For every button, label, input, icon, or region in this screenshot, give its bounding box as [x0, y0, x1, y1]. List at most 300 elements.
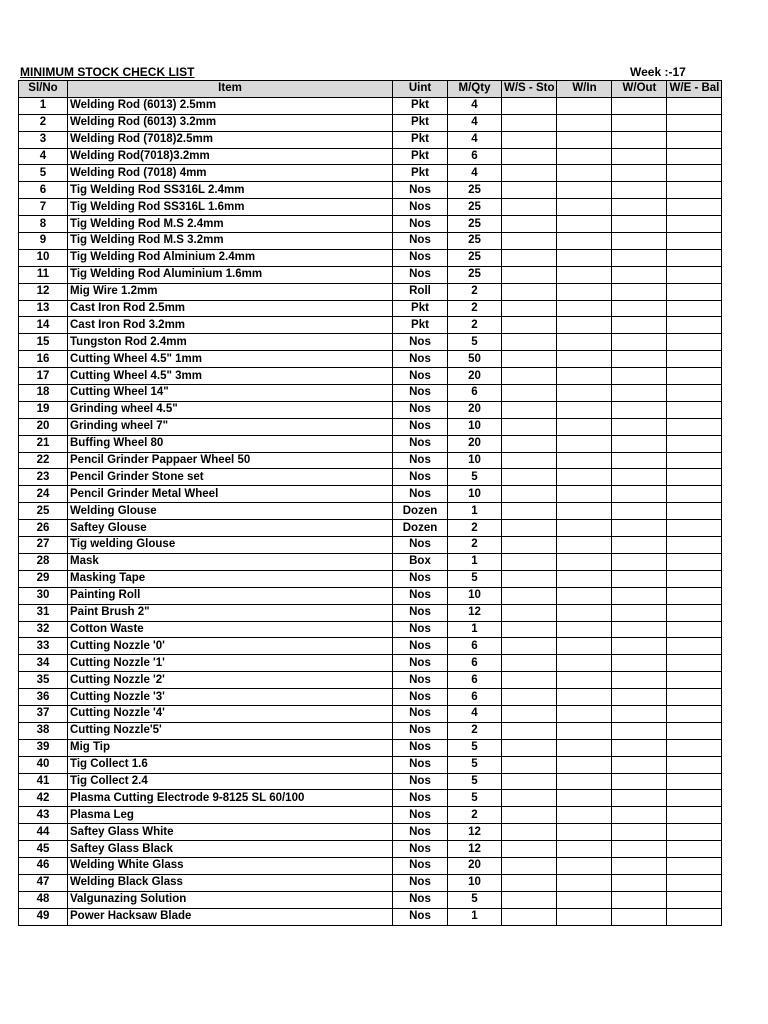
cell-min-qty[interactable]: 5 — [448, 469, 502, 486]
cell-sl-no[interactable]: 13 — [19, 300, 68, 317]
cell-unit[interactable]: Nos — [393, 824, 448, 841]
cell-sl-no[interactable]: 42 — [19, 790, 68, 807]
cell-ws-stock[interactable] — [502, 621, 557, 638]
column-header-ws-stock[interactable]: W/S - Sto — [502, 81, 557, 98]
cell-w-out[interactable] — [612, 756, 667, 773]
cell-unit[interactable]: Nos — [393, 807, 448, 824]
cell-w-in[interactable] — [557, 570, 612, 587]
cell-w-out[interactable] — [612, 520, 667, 537]
cell-w-in[interactable] — [557, 435, 612, 452]
cell-w-in[interactable] — [557, 621, 612, 638]
cell-item[interactable]: Cutting Nozzle'5' — [68, 722, 393, 739]
cell-item[interactable]: Grinding wheel 7" — [68, 418, 393, 435]
cell-item[interactable]: Welding Rod (7018) 4mm — [68, 165, 393, 182]
cell-item[interactable]: Plasma Leg — [68, 807, 393, 824]
cell-min-qty[interactable]: 10 — [448, 587, 502, 604]
cell-we-balance[interactable] — [667, 655, 722, 672]
cell-we-balance[interactable] — [667, 807, 722, 824]
cell-item[interactable]: Cutting Nozzle '3' — [68, 689, 393, 706]
cell-we-balance[interactable] — [667, 604, 722, 621]
cell-sl-no[interactable]: 12 — [19, 283, 68, 300]
cell-w-out[interactable] — [612, 638, 667, 655]
cell-unit[interactable]: Pkt — [393, 131, 448, 148]
cell-ws-stock[interactable] — [502, 874, 557, 891]
cell-item[interactable]: Tig welding Glouse — [68, 537, 393, 554]
cell-we-balance[interactable] — [667, 891, 722, 908]
cell-item[interactable]: Cast Iron Rod 3.2mm — [68, 317, 393, 334]
cell-unit[interactable]: Nos — [393, 486, 448, 503]
cell-we-balance[interactable] — [667, 351, 722, 368]
cell-item[interactable]: Saftey Glouse — [68, 520, 393, 537]
cell-w-out[interactable] — [612, 857, 667, 874]
cell-ws-stock[interactable] — [502, 553, 557, 570]
cell-sl-no[interactable]: 31 — [19, 604, 68, 621]
cell-we-balance[interactable] — [667, 503, 722, 520]
cell-ws-stock[interactable] — [502, 351, 557, 368]
cell-sl-no[interactable]: 10 — [19, 249, 68, 266]
cell-ws-stock[interactable] — [502, 368, 557, 385]
cell-min-qty[interactable]: 25 — [448, 249, 502, 266]
cell-we-balance[interactable] — [667, 857, 722, 874]
cell-item[interactable]: Cutting Nozzle '1' — [68, 655, 393, 672]
cell-w-in[interactable] — [557, 841, 612, 858]
cell-sl-no[interactable]: 11 — [19, 266, 68, 283]
cell-min-qty[interactable]: 12 — [448, 824, 502, 841]
cell-w-out[interactable] — [612, 131, 667, 148]
cell-w-out[interactable] — [612, 503, 667, 520]
cell-we-balance[interactable] — [667, 317, 722, 334]
cell-we-balance[interactable] — [667, 199, 722, 216]
cell-unit[interactable]: Pkt — [393, 97, 448, 114]
cell-w-in[interactable] — [557, 739, 612, 756]
cell-w-in[interactable] — [557, 351, 612, 368]
cell-w-out[interactable] — [612, 773, 667, 790]
cell-ws-stock[interactable] — [502, 283, 557, 300]
cell-w-out[interactable] — [612, 385, 667, 402]
cell-unit[interactable]: Pkt — [393, 300, 448, 317]
cell-w-out[interactable] — [612, 722, 667, 739]
cell-sl-no[interactable]: 24 — [19, 486, 68, 503]
cell-unit[interactable]: Dozen — [393, 503, 448, 520]
cell-we-balance[interactable] — [667, 722, 722, 739]
cell-sl-no[interactable]: 20 — [19, 418, 68, 435]
cell-item[interactable]: Grinding wheel 4.5" — [68, 401, 393, 418]
cell-w-out[interactable] — [612, 249, 667, 266]
cell-sl-no[interactable]: 27 — [19, 537, 68, 554]
cell-w-in[interactable] — [557, 553, 612, 570]
cell-sl-no[interactable]: 2 — [19, 114, 68, 131]
cell-ws-stock[interactable] — [502, 148, 557, 165]
cell-unit[interactable]: Nos — [393, 672, 448, 689]
cell-ws-stock[interactable] — [502, 418, 557, 435]
cell-sl-no[interactable]: 28 — [19, 553, 68, 570]
cell-min-qty[interactable]: 5 — [448, 891, 502, 908]
cell-sl-no[interactable]: 45 — [19, 841, 68, 858]
cell-w-in[interactable] — [557, 824, 612, 841]
cell-sl-no[interactable]: 5 — [19, 165, 68, 182]
cell-w-in[interactable] — [557, 385, 612, 402]
cell-sl-no[interactable]: 7 — [19, 199, 68, 216]
cell-sl-no[interactable]: 15 — [19, 334, 68, 351]
cell-min-qty[interactable]: 4 — [448, 131, 502, 148]
cell-ws-stock[interactable] — [502, 486, 557, 503]
cell-we-balance[interactable] — [667, 114, 722, 131]
cell-item[interactable]: Welding Black Glass — [68, 874, 393, 891]
cell-item[interactable]: Cutting Wheel 4.5" 3mm — [68, 368, 393, 385]
cell-ws-stock[interactable] — [502, 452, 557, 469]
cell-min-qty[interactable]: 4 — [448, 97, 502, 114]
cell-w-in[interactable] — [557, 97, 612, 114]
cell-sl-no[interactable]: 29 — [19, 570, 68, 587]
cell-min-qty[interactable]: 2 — [448, 317, 502, 334]
cell-sl-no[interactable]: 22 — [19, 452, 68, 469]
cell-item[interactable]: Buffing Wheel 80 — [68, 435, 393, 452]
cell-min-qty[interactable]: 20 — [448, 435, 502, 452]
cell-we-balance[interactable] — [667, 266, 722, 283]
cell-unit[interactable]: Nos — [393, 705, 448, 722]
cell-w-in[interactable] — [557, 368, 612, 385]
cell-item[interactable]: Welding Rod (6013) 2.5mm — [68, 97, 393, 114]
cell-unit[interactable]: Nos — [393, 722, 448, 739]
cell-w-in[interactable] — [557, 689, 612, 706]
cell-sl-no[interactable]: 46 — [19, 857, 68, 874]
cell-min-qty[interactable]: 2 — [448, 807, 502, 824]
cell-we-balance[interactable] — [667, 537, 722, 554]
cell-w-out[interactable] — [612, 165, 667, 182]
cell-we-balance[interactable] — [667, 773, 722, 790]
cell-min-qty[interactable]: 2 — [448, 300, 502, 317]
cell-item[interactable]: Pencil Grinder Pappaer Wheel 50 — [68, 452, 393, 469]
cell-unit[interactable]: Nos — [393, 604, 448, 621]
cell-w-out[interactable] — [612, 587, 667, 604]
cell-item[interactable]: Plasma Cutting Electrode 9-8125 SL 60/100 — [68, 790, 393, 807]
cell-w-in[interactable] — [557, 148, 612, 165]
column-header-min-qty[interactable]: M/Qty — [448, 81, 502, 98]
cell-we-balance[interactable] — [667, 874, 722, 891]
cell-w-out[interactable] — [612, 689, 667, 706]
cell-unit[interactable]: Nos — [393, 199, 448, 216]
cell-sl-no[interactable]: 8 — [19, 216, 68, 233]
cell-w-in[interactable] — [557, 486, 612, 503]
cell-w-in[interactable] — [557, 773, 612, 790]
cell-w-out[interactable] — [612, 114, 667, 131]
cell-we-balance[interactable] — [667, 672, 722, 689]
cell-unit[interactable]: Box — [393, 553, 448, 570]
cell-min-qty[interactable]: 5 — [448, 756, 502, 773]
cell-we-balance[interactable] — [667, 841, 722, 858]
cell-sl-no[interactable]: 18 — [19, 385, 68, 402]
cell-min-qty[interactable]: 20 — [448, 857, 502, 874]
cell-sl-no[interactable]: 17 — [19, 368, 68, 385]
cell-we-balance[interactable] — [667, 739, 722, 756]
cell-item[interactable]: Saftey Glass White — [68, 824, 393, 841]
cell-ws-stock[interactable] — [502, 739, 557, 756]
column-header-item[interactable]: Item — [68, 81, 393, 98]
cell-unit[interactable]: Nos — [393, 216, 448, 233]
cell-ws-stock[interactable] — [502, 604, 557, 621]
cell-unit[interactable]: Nos — [393, 756, 448, 773]
cell-min-qty[interactable]: 6 — [448, 385, 502, 402]
cell-w-in[interactable] — [557, 131, 612, 148]
cell-ws-stock[interactable] — [502, 891, 557, 908]
cell-unit[interactable]: Nos — [393, 841, 448, 858]
cell-we-balance[interactable] — [667, 165, 722, 182]
cell-we-balance[interactable] — [667, 334, 722, 351]
cell-w-in[interactable] — [557, 874, 612, 891]
cell-ws-stock[interactable] — [502, 317, 557, 334]
cell-w-out[interactable] — [612, 705, 667, 722]
cell-sl-no[interactable]: 48 — [19, 891, 68, 908]
cell-item[interactable]: Welding Rod (6013) 3.2mm — [68, 114, 393, 131]
cell-ws-stock[interactable] — [502, 97, 557, 114]
cell-we-balance[interactable] — [667, 418, 722, 435]
cell-sl-no[interactable]: 33 — [19, 638, 68, 655]
cell-unit[interactable]: Pkt — [393, 114, 448, 131]
cell-min-qty[interactable]: 5 — [448, 570, 502, 587]
cell-we-balance[interactable] — [667, 283, 722, 300]
cell-we-balance[interactable] — [667, 486, 722, 503]
cell-unit[interactable]: Nos — [393, 570, 448, 587]
cell-we-balance[interactable] — [667, 756, 722, 773]
cell-min-qty[interactable]: 2 — [448, 283, 502, 300]
cell-item[interactable]: Cast Iron Rod 2.5mm — [68, 300, 393, 317]
cell-we-balance[interactable] — [667, 249, 722, 266]
cell-ws-stock[interactable] — [502, 672, 557, 689]
cell-min-qty[interactable]: 5 — [448, 739, 502, 756]
cell-min-qty[interactable]: 6 — [448, 689, 502, 706]
cell-item[interactable]: Tig Welding Rod SS316L 1.6mm — [68, 199, 393, 216]
cell-w-in[interactable] — [557, 317, 612, 334]
cell-sl-no[interactable]: 23 — [19, 469, 68, 486]
cell-min-qty[interactable]: 2 — [448, 537, 502, 554]
cell-w-out[interactable] — [612, 874, 667, 891]
cell-min-qty[interactable]: 4 — [448, 705, 502, 722]
cell-ws-stock[interactable] — [502, 114, 557, 131]
cell-w-in[interactable] — [557, 705, 612, 722]
cell-item[interactable]: Saftey Glass Black — [68, 841, 393, 858]
cell-sl-no[interactable]: 38 — [19, 722, 68, 739]
cell-w-out[interactable] — [612, 334, 667, 351]
cell-ws-stock[interactable] — [502, 199, 557, 216]
cell-sl-no[interactable]: 44 — [19, 824, 68, 841]
cell-sl-no[interactable]: 47 — [19, 874, 68, 891]
cell-min-qty[interactable]: 20 — [448, 368, 502, 385]
cell-unit[interactable]: Nos — [393, 418, 448, 435]
cell-min-qty[interactable]: 10 — [448, 418, 502, 435]
cell-w-out[interactable] — [612, 908, 667, 925]
cell-sl-no[interactable]: 21 — [19, 435, 68, 452]
cell-min-qty[interactable]: 10 — [448, 452, 502, 469]
cell-w-in[interactable] — [557, 452, 612, 469]
cell-w-out[interactable] — [612, 672, 667, 689]
cell-ws-stock[interactable] — [502, 570, 557, 587]
cell-unit[interactable]: Nos — [393, 401, 448, 418]
cell-we-balance[interactable] — [667, 570, 722, 587]
cell-w-in[interactable] — [557, 604, 612, 621]
cell-we-balance[interactable] — [667, 131, 722, 148]
cell-w-out[interactable] — [612, 824, 667, 841]
cell-sl-no[interactable]: 3 — [19, 131, 68, 148]
cell-unit[interactable]: Nos — [393, 249, 448, 266]
cell-w-out[interactable] — [612, 790, 667, 807]
cell-sl-no[interactable]: 30 — [19, 587, 68, 604]
cell-sl-no[interactable]: 32 — [19, 621, 68, 638]
cell-item[interactable]: Welding Rod (7018)2.5mm — [68, 131, 393, 148]
cell-w-in[interactable] — [557, 266, 612, 283]
cell-item[interactable]: Valgunazing Solution — [68, 891, 393, 908]
cell-ws-stock[interactable] — [502, 587, 557, 604]
cell-w-out[interactable] — [612, 469, 667, 486]
cell-unit[interactable]: Nos — [393, 334, 448, 351]
cell-ws-stock[interactable] — [502, 503, 557, 520]
cell-w-in[interactable] — [557, 672, 612, 689]
cell-sl-no[interactable]: 36 — [19, 689, 68, 706]
cell-ws-stock[interactable] — [502, 807, 557, 824]
cell-ws-stock[interactable] — [502, 216, 557, 233]
cell-ws-stock[interactable] — [502, 689, 557, 706]
cell-sl-no[interactable]: 1 — [19, 97, 68, 114]
cell-unit[interactable]: Nos — [393, 385, 448, 402]
cell-we-balance[interactable] — [667, 553, 722, 570]
cell-min-qty[interactable]: 4 — [448, 165, 502, 182]
cell-w-out[interactable] — [612, 891, 667, 908]
cell-w-in[interactable] — [557, 182, 612, 199]
cell-min-qty[interactable]: 20 — [448, 401, 502, 418]
cell-we-balance[interactable] — [667, 233, 722, 250]
cell-we-balance[interactable] — [667, 689, 722, 706]
cell-we-balance[interactable] — [667, 520, 722, 537]
cell-sl-no[interactable]: 14 — [19, 317, 68, 334]
cell-ws-stock[interactable] — [502, 249, 557, 266]
cell-ws-stock[interactable] — [502, 131, 557, 148]
cell-ws-stock[interactable] — [502, 266, 557, 283]
cell-item[interactable]: Welding Glouse — [68, 503, 393, 520]
cell-unit[interactable]: Nos — [393, 857, 448, 874]
cell-w-out[interactable] — [612, 486, 667, 503]
cell-w-out[interactable] — [612, 368, 667, 385]
cell-we-balance[interactable] — [667, 908, 722, 925]
cell-we-balance[interactable] — [667, 216, 722, 233]
cell-ws-stock[interactable] — [502, 705, 557, 722]
cell-w-in[interactable] — [557, 655, 612, 672]
cell-ws-stock[interactable] — [502, 824, 557, 841]
cell-w-in[interactable] — [557, 722, 612, 739]
cell-w-in[interactable] — [557, 199, 612, 216]
cell-unit[interactable]: Nos — [393, 233, 448, 250]
cell-w-in[interactable] — [557, 418, 612, 435]
cell-ws-stock[interactable] — [502, 722, 557, 739]
cell-w-in[interactable] — [557, 891, 612, 908]
cell-w-out[interactable] — [612, 435, 667, 452]
cell-we-balance[interactable] — [667, 705, 722, 722]
cell-unit[interactable]: Pkt — [393, 148, 448, 165]
cell-ws-stock[interactable] — [502, 773, 557, 790]
column-header-w-in[interactable]: W/In — [557, 81, 612, 98]
cell-w-out[interactable] — [612, 148, 667, 165]
cell-w-out[interactable] — [612, 216, 667, 233]
cell-ws-stock[interactable] — [502, 385, 557, 402]
cell-item[interactable]: Cutting Wheel 14" — [68, 385, 393, 402]
cell-we-balance[interactable] — [667, 182, 722, 199]
cell-unit[interactable]: Nos — [393, 469, 448, 486]
cell-min-qty[interactable]: 2 — [448, 520, 502, 537]
cell-sl-no[interactable]: 19 — [19, 401, 68, 418]
cell-we-balance[interactable] — [667, 401, 722, 418]
cell-w-out[interactable] — [612, 655, 667, 672]
cell-w-in[interactable] — [557, 283, 612, 300]
cell-min-qty[interactable]: 12 — [448, 841, 502, 858]
cell-item[interactable]: Tig Welding Rod M.S 2.4mm — [68, 216, 393, 233]
cell-min-qty[interactable]: 25 — [448, 182, 502, 199]
cell-w-out[interactable] — [612, 553, 667, 570]
cell-item[interactable]: Cutting Wheel 4.5" 1mm — [68, 351, 393, 368]
cell-w-in[interactable] — [557, 114, 612, 131]
cell-item[interactable]: Welding White Glass — [68, 857, 393, 874]
cell-ws-stock[interactable] — [502, 638, 557, 655]
cell-sl-no[interactable]: 34 — [19, 655, 68, 672]
cell-item[interactable]: Painting Roll — [68, 587, 393, 604]
cell-item[interactable]: Pencil Grinder Stone set — [68, 469, 393, 486]
cell-w-in[interactable] — [557, 469, 612, 486]
cell-w-in[interactable] — [557, 233, 612, 250]
cell-unit[interactable]: Nos — [393, 638, 448, 655]
cell-item[interactable]: Tig Welding Rod Alminium 2.4mm — [68, 249, 393, 266]
cell-min-qty[interactable]: 50 — [448, 351, 502, 368]
cell-w-in[interactable] — [557, 857, 612, 874]
cell-ws-stock[interactable] — [502, 233, 557, 250]
cell-item[interactable]: Tungston Rod 2.4mm — [68, 334, 393, 351]
cell-w-in[interactable] — [557, 638, 612, 655]
cell-w-out[interactable] — [612, 604, 667, 621]
cell-w-out[interactable] — [612, 418, 667, 435]
cell-unit[interactable]: Nos — [393, 537, 448, 554]
cell-we-balance[interactable] — [667, 621, 722, 638]
cell-we-balance[interactable] — [667, 638, 722, 655]
cell-ws-stock[interactable] — [502, 520, 557, 537]
cell-we-balance[interactable] — [667, 469, 722, 486]
cell-w-out[interactable] — [612, 300, 667, 317]
cell-sl-no[interactable]: 9 — [19, 233, 68, 250]
cell-unit[interactable]: Nos — [393, 452, 448, 469]
cell-min-qty[interactable]: 25 — [448, 216, 502, 233]
cell-we-balance[interactable] — [667, 790, 722, 807]
cell-min-qty[interactable]: 6 — [448, 638, 502, 655]
cell-w-in[interactable] — [557, 520, 612, 537]
cell-w-in[interactable] — [557, 587, 612, 604]
cell-unit[interactable]: Dozen — [393, 520, 448, 537]
cell-min-qty[interactable]: 12 — [448, 604, 502, 621]
cell-min-qty[interactable]: 1 — [448, 553, 502, 570]
cell-ws-stock[interactable] — [502, 334, 557, 351]
cell-we-balance[interactable] — [667, 300, 722, 317]
cell-min-qty[interactable]: 25 — [448, 266, 502, 283]
cell-item[interactable]: Tig Collect 1.6 — [68, 756, 393, 773]
cell-we-balance[interactable] — [667, 435, 722, 452]
cell-sl-no[interactable]: 6 — [19, 182, 68, 199]
cell-min-qty[interactable]: 10 — [448, 874, 502, 891]
cell-w-in[interactable] — [557, 807, 612, 824]
cell-w-out[interactable] — [612, 97, 667, 114]
cell-w-in[interactable] — [557, 503, 612, 520]
cell-w-in[interactable] — [557, 537, 612, 554]
cell-ws-stock[interactable] — [502, 908, 557, 925]
cell-item[interactable]: Welding Rod(7018)3.2mm — [68, 148, 393, 165]
cell-item[interactable]: Mask — [68, 553, 393, 570]
cell-unit[interactable]: Pkt — [393, 317, 448, 334]
cell-w-out[interactable] — [612, 233, 667, 250]
cell-min-qty[interactable]: 10 — [448, 486, 502, 503]
cell-item[interactable]: Cutting Nozzle '0' — [68, 638, 393, 655]
